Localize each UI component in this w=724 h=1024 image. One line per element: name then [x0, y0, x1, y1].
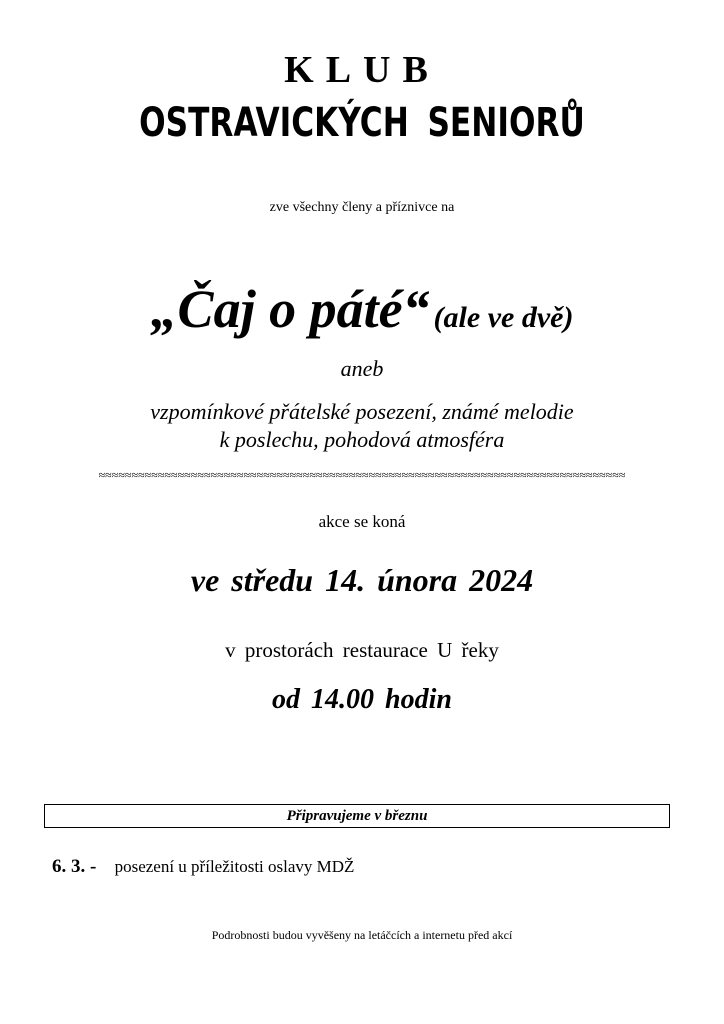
ornament-divider: ≈≈≈≈≈≈≈≈≈≈≈≈≈≈≈≈≈≈≈≈≈≈≈≈≈≈≈≈≈≈≈≈≈≈≈≈≈≈≈≈≈≈≈≈≈≈≈≈≈≈≈≈≈≈≈≈≈≈≈≈≈≈≈≈≈≈≈≈≈≈≈≈≈≈≈≈≈≈≈≈ [98, 468, 626, 482]
description-line-1: vzpomínkové přátelské posezení, známé melodie [150, 399, 574, 424]
aneb-text: aneb [340, 356, 384, 381]
upcoming-heading: Připravujeme v březnu [286, 808, 428, 824]
club-heading: KLUB [284, 49, 440, 91]
upcoming-heading-box [44, 804, 670, 828]
event-title-sub: (ale ve dvě) [433, 301, 574, 334]
event-description [0, 398, 724, 454]
footer-note: Podrobnosti budou vyvěšeny na letáčcích a internetu před akcí [211, 928, 513, 942]
event-time: od 14.00 hodin [272, 684, 452, 715]
upcoming-event-item [52, 856, 354, 878]
organization-name: OSTRAVICKÝCH SENIORŮ [139, 100, 585, 146]
event-title [0, 278, 724, 340]
event-place: v prostorách restaurace U řeky [225, 638, 499, 662]
held-text: akce se koná [318, 512, 406, 531]
upcoming-event-description: posezení u příležitosti oslavy MDŽ [114, 857, 355, 876]
event-date: ve středu 14. února 2024 [190, 562, 534, 598]
upcoming-event-date: 6. 3. - [52, 856, 97, 877]
invite-text: zve všechny členy a příznivce na [269, 200, 455, 215]
event-title-main: „Čaj o páté“ [150, 279, 430, 339]
description-line-2: k poslechu, pohodová atmosféra [219, 427, 505, 452]
